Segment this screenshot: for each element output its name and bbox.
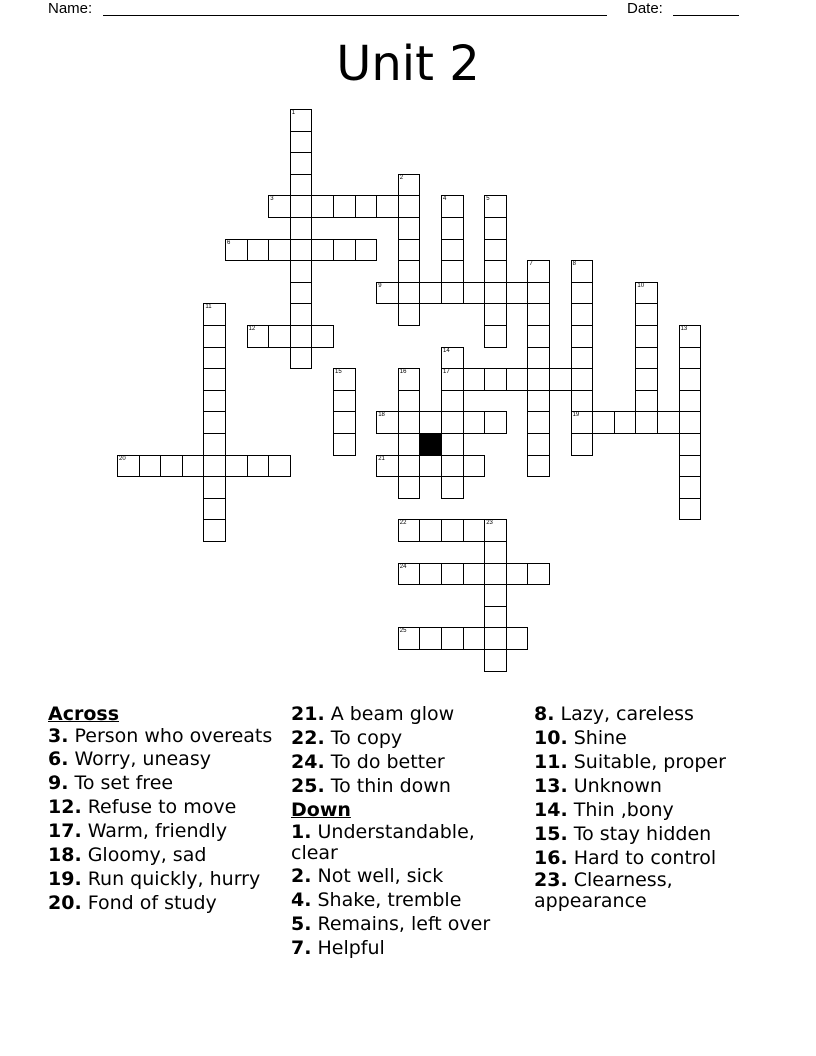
clue-number-label: 13. [534,775,568,797]
crossword-cell[interactable] [311,325,334,348]
crossword-cell[interactable] [117,455,140,478]
clue-text: Person who overeats [68,725,273,747]
crossword-cell[interactable] [679,347,702,370]
clue-text: Fond of study [81,892,217,914]
crossword-cell[interactable] [398,627,421,650]
clue-item [48,891,284,915]
crossword-cell[interactable] [441,282,464,305]
crossword-cell[interactable] [635,282,658,305]
crossword-cell[interactable] [398,519,421,542]
crossword-cell[interactable] [679,476,702,499]
crossword-cell[interactable] [398,239,421,262]
clue-text: Refuse to move [81,796,237,818]
crossword-cell[interactable] [290,109,313,132]
crossword-cell[interactable] [398,563,421,586]
crossword-cell[interactable] [441,433,464,456]
crossword-cell[interactable] [484,368,507,391]
clue-number-label: 12. [48,796,82,818]
crossword-cell[interactable] [527,563,550,586]
crossword-cell[interactable] [506,627,529,650]
clue-number-label: 21. [291,703,325,725]
clue-text: Unknown [567,775,662,797]
crossword-cell[interactable] [484,606,507,629]
crossword-cell[interactable] [398,260,421,283]
crossword-cell[interactable] [290,347,313,370]
clue-item [534,822,784,846]
crossword-cell[interactable] [484,627,507,650]
crossword-cell[interactable] [679,455,702,478]
clue-item [291,726,527,750]
crossword-cell[interactable] [592,411,615,434]
crossword-cell[interactable] [203,455,226,478]
clue-text: Lazy, careless [554,703,694,725]
crossword-cell[interactable] [635,347,658,370]
clue-item [291,888,527,912]
crossword-cell[interactable] [635,303,658,326]
crossword-cell[interactable] [376,455,399,478]
crossword-cell[interactable] [355,195,378,218]
crossword-cell[interactable] [268,195,291,218]
clue-item [534,798,784,822]
clue-number: 21 [378,455,385,462]
clue-number-label: 17. [48,820,82,842]
clue-number: 1 [291,110,296,116]
crossword-cell[interactable] [484,584,507,607]
crossword-cell[interactable] [679,433,702,456]
crossword-cell[interactable] [376,411,399,434]
clue-number: 3 [270,196,274,203]
crossword-cell[interactable] [679,498,702,521]
clue-number-label: 20. [48,892,82,914]
down-heading: Down [291,799,351,821]
crossword-cell[interactable] [290,239,313,262]
crossword-cell[interactable] [419,563,442,586]
crossword-cell[interactable] [333,411,356,434]
crossword-cell[interactable] [203,498,226,521]
crossword-cell[interactable] [506,563,529,586]
clue-text: Shine [567,727,627,749]
clue-text: A beam glow [324,703,455,725]
crossword-cell[interactable] [290,152,313,175]
crossword-cell[interactable] [484,563,507,586]
black-cell [419,433,442,456]
crossword-cell[interactable] [182,455,205,478]
crossword-cell[interactable] [441,519,464,542]
crossword-cell[interactable] [679,368,702,391]
clue-item [48,867,284,891]
clue-number-label: 18. [48,844,82,866]
clue-item [534,870,784,912]
crossword-cell[interactable] [203,433,226,456]
clue-number: 8 [572,261,576,268]
clue-item [534,774,784,798]
clue-item [291,822,527,864]
crossword-cell[interactable] [333,368,356,391]
crossword-cell[interactable] [441,563,464,586]
crossword-cell[interactable] [290,195,313,218]
crossword-cell[interactable] [571,368,594,391]
clue-number: 13 [680,326,688,332]
clue-number-label: 11. [534,751,568,773]
clue-item [291,702,527,726]
crossword-cell[interactable] [484,195,507,218]
crossword-cell[interactable] [290,303,313,326]
crossword-cell[interactable] [333,195,356,218]
crossword-cell[interactable] [441,368,464,391]
crossword-cell[interactable] [225,239,248,262]
clue-text: Suitable, proper [567,751,726,773]
clue-number: 5 [486,196,490,203]
crossword-cell[interactable] [463,368,486,391]
clue-item [291,750,527,774]
crossword-cell[interactable] [268,455,291,478]
clue-item [291,864,527,888]
crossword-cell[interactable] [203,303,226,326]
clue-text: Thin ,bony [567,799,674,821]
crossword-cell[interactable] [441,390,464,413]
crossword-cell[interactable] [527,260,550,283]
clue-number-label: 23. [534,869,568,891]
clue-number: 20 [119,455,126,462]
crossword-cell[interactable] [268,239,291,262]
clue-number-label: 4. [291,889,312,911]
crossword-cell[interactable] [527,411,550,434]
clue-number: 9 [378,282,382,289]
clue-number: 7 [529,261,533,268]
clue-text: Understandable, clear [291,821,475,864]
crossword-cell[interactable] [527,303,550,326]
clue-item [534,846,784,870]
clue-number-label: 5. [291,913,312,935]
crossword-cell[interactable] [614,411,637,434]
crossword-cell[interactable] [484,260,507,283]
crossword-cell[interactable] [203,347,226,370]
crossword-cell[interactable] [657,411,680,434]
clue-text: Hard to control [567,847,717,869]
crossword-cell[interactable] [247,239,270,262]
crossword-cell[interactable] [441,627,464,650]
crossword-cell[interactable] [398,174,421,197]
crossword-cell[interactable] [441,239,464,262]
clue-text: Worry, uneasy [68,748,211,770]
crossword-cell[interactable] [419,455,442,478]
crossword-cell[interactable] [398,195,421,218]
crossword-cell[interactable] [203,325,226,348]
clue-number: 4 [443,196,447,203]
clue-column-3 [534,702,784,912]
clue-number: 22 [399,520,407,527]
puzzle-title: Unit 2 [336,36,480,92]
crossword-cell[interactable] [398,476,421,499]
crossword-cell[interactable] [571,260,594,283]
clue-number-label: 2. [291,865,312,887]
clue-number: 19 [572,412,580,419]
clue-text: To do better [324,751,445,773]
clue-number: 15 [335,369,342,376]
crossword-cell[interactable] [398,411,421,434]
name-label: Name: [48,0,93,17]
crossword-cell[interactable] [463,627,486,650]
crossword-cell[interactable] [484,325,507,348]
clue-text: To stay hidden [567,823,712,845]
crossword-cell[interactable] [571,433,594,456]
crossword-cell[interactable] [484,411,507,434]
crossword-cell[interactable] [527,325,550,348]
crossword-cell[interactable] [290,217,313,240]
clue-text: Shake, tremble [311,889,462,911]
crossword-cell[interactable] [571,390,594,413]
crossword-cell[interactable] [463,282,486,305]
crossword-cell[interactable] [463,411,486,434]
clue-item [291,936,527,960]
clue-text: Remains, left over [311,913,491,935]
crossword-cell[interactable] [463,563,486,586]
crossword-cell[interactable] [311,195,334,218]
clue-item [534,726,784,750]
clue-text: To copy [324,727,403,749]
crossword-cell[interactable] [679,325,702,348]
crossword-cell[interactable] [290,325,313,348]
crossword-cell[interactable] [506,282,529,305]
crossword-cell[interactable] [571,303,594,326]
clue-column-1 [48,702,284,915]
clue-number: 16 [399,369,407,376]
clue-number: 12 [248,326,256,332]
clue-item [291,774,527,798]
crossword-cell[interactable] [527,282,550,305]
crossword-cell[interactable] [247,325,270,348]
crossword-cell[interactable] [441,217,464,240]
crossword-cell[interactable] [441,476,464,499]
crossword-cell[interactable] [268,325,291,348]
crossword-cell[interactable] [635,325,658,348]
crossword-cell[interactable] [376,282,399,305]
crossword-cell[interactable] [463,455,486,478]
crossword-cell[interactable] [441,455,464,478]
crossword-cell[interactable] [571,411,594,434]
crossword-cell[interactable] [441,195,464,218]
clue-item [48,747,284,771]
crossword-cell[interactable] [441,260,464,283]
crossword-cell[interactable] [484,217,507,240]
clue-number: 24 [399,563,407,570]
crossword-cell[interactable] [398,433,421,456]
crossword-cell[interactable] [419,627,442,650]
crossword-cell[interactable] [419,411,442,434]
crossword-cell[interactable] [247,455,270,478]
crossword-cell[interactable] [506,368,529,391]
clue-number: 11 [205,304,212,311]
clue-number-label: 14. [534,799,568,821]
crossword-cell[interactable] [419,282,442,305]
crossword-cell[interactable] [635,368,658,391]
crossword-cell[interactable] [463,519,486,542]
clue-item [291,912,527,936]
crossword-cell[interactable] [484,519,507,542]
crossword-cell[interactable] [484,282,507,305]
crossword-cell[interactable] [527,390,550,413]
crossword-cell[interactable] [571,325,594,348]
crossword-cell[interactable] [398,303,421,326]
crossword-cell[interactable] [139,455,162,478]
clue-text: Warm, friendly [81,820,228,842]
clue-item [48,771,284,795]
crossword-cell[interactable] [290,131,313,154]
clue-text: To thin down [324,775,451,797]
crossword-cell[interactable] [203,368,226,391]
crossword-cell[interactable] [398,282,421,305]
crossword-cell[interactable] [398,390,421,413]
crossword-cell[interactable] [203,519,226,542]
clue-text: To set free [68,772,174,794]
crossword-cell[interactable] [635,390,658,413]
crossword-cell[interactable] [571,347,594,370]
clue-number-label: 10. [534,727,568,749]
crossword-cell[interactable] [290,260,313,283]
crossword-cell[interactable] [355,239,378,262]
crossword-cell[interactable] [484,303,507,326]
clue-number-label: 15. [534,823,568,845]
clue-number: 23 [486,520,493,527]
crossword-cell[interactable] [290,282,313,305]
across-heading: Across [48,703,120,725]
crossword-cell[interactable] [419,519,442,542]
crossword-cell[interactable] [398,217,421,240]
crossword-cell[interactable] [679,411,702,434]
crossword-cell[interactable] [398,455,421,478]
crossword-cell[interactable] [527,347,550,370]
crossword-cell[interactable] [527,433,550,456]
clue-number-label: 3. [48,725,69,747]
clue-number: 17 [443,369,450,376]
crossword-cell[interactable] [441,347,464,370]
clue-number-label: 6. [48,748,69,770]
clue-text: Not well, sick [311,865,444,887]
clue-number-label: 1. [291,821,312,843]
clue-item [48,726,284,747]
clue-text: Gloomy, sad [81,844,207,866]
crossword-cell[interactable] [311,239,334,262]
crossword-cell[interactable] [527,455,550,478]
crossword-cell[interactable] [160,455,183,478]
crossword-cell[interactable] [549,368,572,391]
clue-text: Clearness, appearance [534,869,673,912]
crossword-cell[interactable] [484,239,507,262]
clue-number: 6 [227,239,231,246]
crossword-cell[interactable] [571,282,594,305]
crossword-cell[interactable] [527,368,550,391]
clue-number: 14 [443,347,450,354]
crossword-cell[interactable] [376,195,399,218]
clue-number-label: 7. [291,937,312,959]
clue-item [48,843,284,867]
crossword-cell[interactable] [333,433,356,456]
clue-number-label: 9. [48,772,69,794]
clue-number: 25 [399,628,407,635]
crossword-cell[interactable] [484,541,507,564]
clue-item [534,702,784,726]
clue-text: Helpful [311,937,385,959]
crossword-cell[interactable] [290,174,313,197]
clue-text: Run quickly, hurry [81,868,261,890]
date-label: Date: [627,0,663,17]
clue-number-label: 24. [291,751,325,773]
crossword-cell[interactable] [635,411,658,434]
clue-number: 10 [637,282,645,289]
clue-number-label: 22. [291,727,325,749]
crossword-cell[interactable] [484,649,507,672]
clue-item [534,750,784,774]
crossword-cell[interactable] [203,411,226,434]
crossword-cell[interactable] [225,455,248,478]
crossword-cell[interactable] [398,368,421,391]
crossword-cell[interactable] [679,390,702,413]
crossword-cell[interactable] [333,239,356,262]
clue-number-label: 8. [534,703,555,725]
clue-number-label: 19. [48,868,82,890]
crossword-cell[interactable] [203,390,226,413]
crossword-cell[interactable] [441,411,464,434]
clue-number-label: 25. [291,775,325,797]
crossword-cell[interactable] [203,476,226,499]
clue-item [48,795,284,819]
clue-number: 18 [378,412,385,419]
clue-number: 2 [399,174,404,181]
clue-column-2 [291,702,527,960]
clue-number-label: 16. [534,847,568,869]
crossword-cell[interactable] [333,390,356,413]
clue-item [48,819,284,843]
